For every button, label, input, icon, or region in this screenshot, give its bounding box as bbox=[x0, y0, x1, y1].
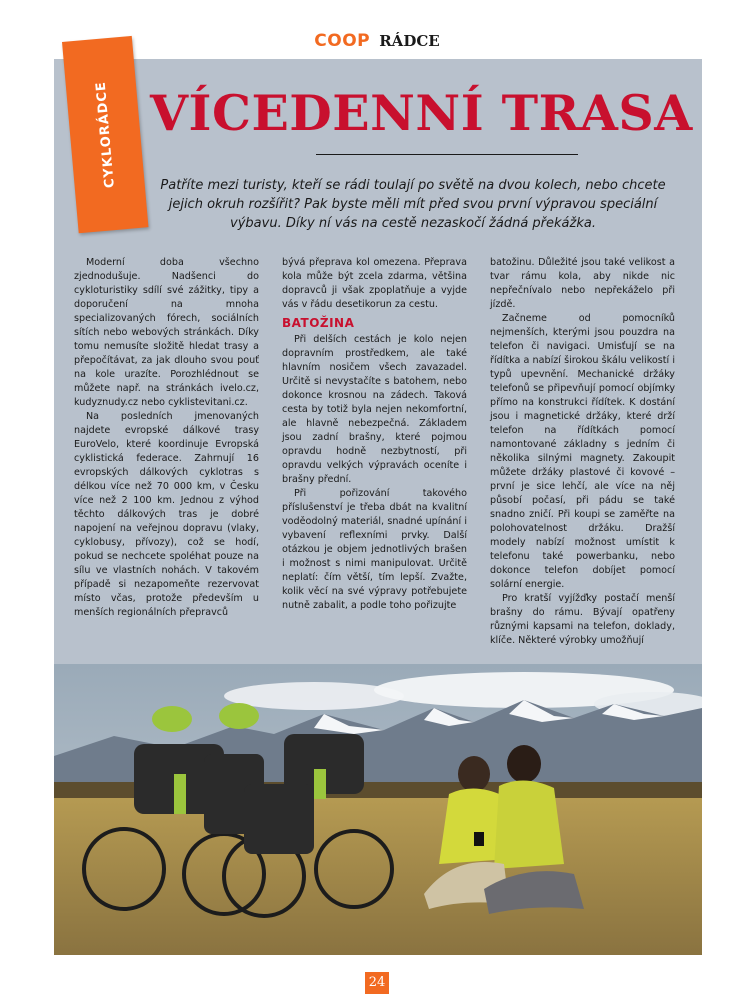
paragraph: Při delších cestách je kolo nejen dopravním prostředkem, ale také hlavním nosičem všech zavazadel. Určitě si nevystačíte s batohem, nebo dokonce krosnou na zádech. Taková cesta by totiž byla nejen nekomfortní, ale hlavně nebezpečná. Základem jsou zadní brašny, které pojmou opravdu hodně nezbytností, při opravdu velkých výpravách oceníte i brašny přední. bbox=[282, 334, 467, 485]
paragraph: Moderní doba všechno zjednodušuje. Nadšenci do cykloturistiky sdílí své zážitky, tipy a doporučení na mnoha specializovaných fórech, sociálních sítích nebo webových stránkách. Díky tomu nemusíte složitě hledat trasy a přepočítávat, za jak dlouho svou pouť na kole urazíte. Porozhlédnout se můžete např. na stránkách ivelo.cz, kudyznudy.cz nebo cyklistevitani.cz. bbox=[74, 257, 259, 408]
section-heading: BATOŽINA bbox=[282, 316, 355, 330]
paragraph: bývá přeprava kol omezena. Přeprava kola může být zcela zdarma, většina dopravců ji však zpoplatňuje a vyjde vás v řádu desetikorun za cestu. bbox=[282, 257, 467, 310]
text-column-3 bbox=[490, 256, 675, 648]
text-column-2 bbox=[282, 256, 467, 613]
paragraph: Pro kratší vyjížďky postačí menší brašny do rámu. Bývají opatřeny různými kapsami na telefon, doklady, klíče. Některé výrobky umožňují bbox=[490, 593, 675, 646]
page-number: 24 bbox=[365, 972, 389, 994]
article-title: VÍCEDENNÍ TRASA bbox=[150, 84, 693, 142]
section-label: RÁDCE bbox=[379, 31, 440, 50]
paragraph: Na posledních jmenovaných najdete evropské dálkové trasy EuroVelo, které koordinuje Evropská cyklistická federace. Zahrnují 16 evropských dálkových cyklotras s délkou více než 70 000 km, v Česku více než 2 100 km. Jednou z výhod těchto dálkových tras je dobré napojení na veřejnou dopravu (vlaky, cyklobusy, přívozy), což se hodí, pokud se nechcete spoléhat pouze na sílu ve vlastních nohách. V takovém případě si nezapomeňte rezervovat místo včas, protože především u menších regionálních přepravců bbox=[74, 411, 259, 618]
coop-logo: COOP bbox=[314, 30, 371, 51]
paragraph: batožinu. Důležité jsou také velikost a tvar rámu kola, aby nikde nic nepřečnívalo nebo nepřekáželo při jízdě. bbox=[490, 257, 675, 310]
category-label: CYKLORÁDCE bbox=[93, 80, 118, 189]
paragraph: Při pořizování takového příslušenství je třeba dbát na kvalitní voděodolný materiál, snadné upínání i vybavení reflexními prvky. Další otázkou je objem jednotlivých brašen i možnost s nimi manipulovat. Určitě neplatí: čím větší, tím lepší. Zvažte, kolik věcí na své výpravy potřebujete nutně zabalit, a podle toho pořizujte bbox=[282, 488, 467, 611]
cyclists-photo bbox=[54, 664, 702, 955]
text-column-1 bbox=[74, 256, 259, 620]
article-lead: Patříte mezi turisty, kteří se rádi toulají po světě na dvou kolech, nebo chcete jejich okruh rozšířit? Pak byste měli mít před svou první výpravou speciální výbavu. Díky ní vás na cestě nezaskočí žádná překážka. bbox=[160, 178, 666, 231]
paragraph: Začneme od pomocníků nejmenších, kterými jsou pouzdra na telefon či navigaci. Umisťují se na řídítka a nabízí širokou škálu velikostí i typů upevnění. Mechanické držáky telefonů se připevňují pomocí objímky přímo na konstrukci řídítek. K dostání jsou i magnetické držáky, které drží telefon na řídítkách pomocí namontované základny s jedním či několika silnými magnety. Zakoupit můžete držáky plastové či kovové – první je sice lehčí, ale více na něj působí počasí, při pádu se také snadno zničí. Při koupi se zaměřte na polohovatelnost držáku. Dražší modely nabízí možnost umístit k telefonu také powerbanku, nebo dokonce telefon dobíjet pomocí solární energie. bbox=[490, 313, 675, 590]
title-divider bbox=[316, 154, 578, 155]
